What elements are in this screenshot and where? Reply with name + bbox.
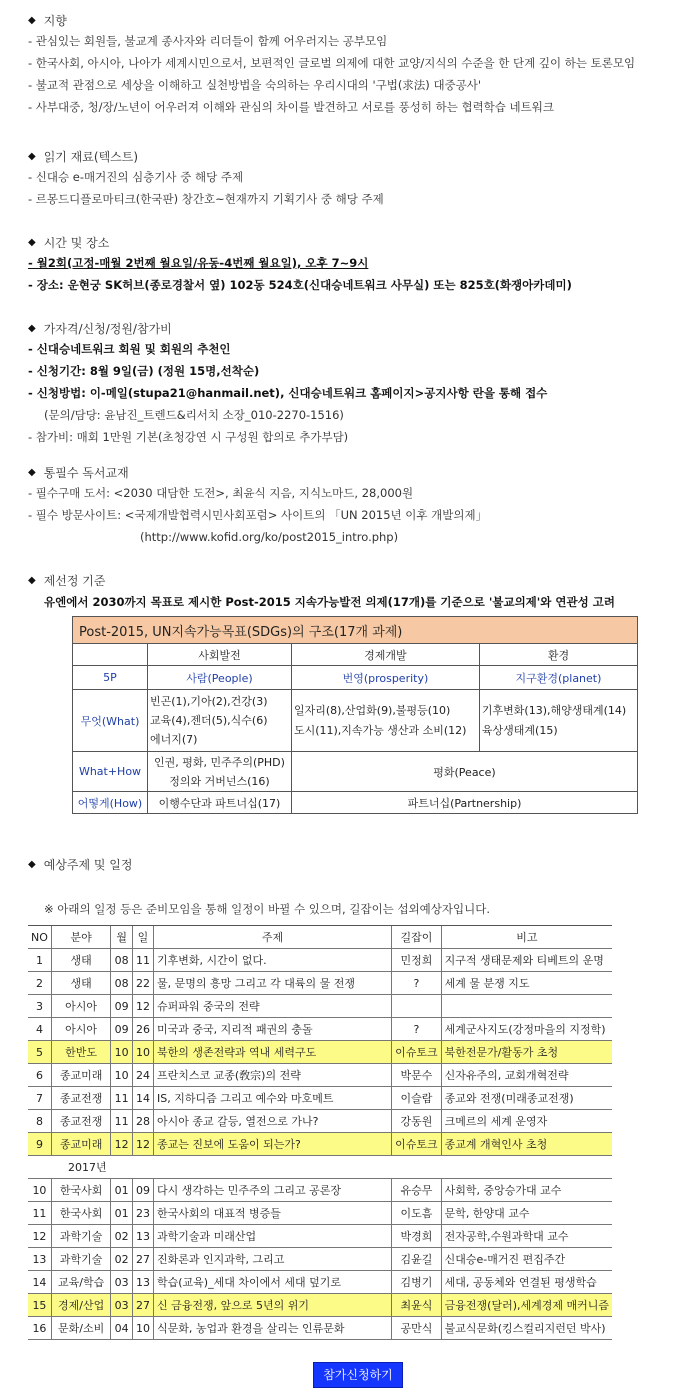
- table-cell: 28: [133, 1110, 154, 1133]
- table-cell: 공만식: [392, 1317, 442, 1340]
- table-cell: 한반도: [51, 1041, 110, 1064]
- list-item: - 한국사회, 아시아, 나아가 세계시민으로서, 보편적인 글로벌 의제에 대한 교양/지식의 수준을 한 단계 깊이 하는 토론모임: [28, 56, 636, 70]
- table-cell: 11: [28, 1202, 51, 1225]
- table-header-row: [28, 926, 612, 949]
- table-row: [28, 1179, 612, 1202]
- table-cell: 01: [111, 1202, 133, 1225]
- table-cell: 5: [28, 1041, 51, 1064]
- col-header: 경제개발: [291, 644, 479, 666]
- table-cell: 미국과 중국, 지리적 패권의 충돌: [154, 1018, 392, 1041]
- list-item: - 신대승 e-매거진의 심층기사 중 해당 주제: [28, 170, 244, 184]
- table-cell: 김윤길: [392, 1248, 442, 1271]
- table-row: [28, 949, 612, 972]
- section-title: 통필수 독서교재: [43, 465, 129, 480]
- list-item: - 불교적 관점으로 세상을 이해하고 실천방법을 숙의하는 우리시대의 '구법(求法) 대중공사': [28, 78, 482, 92]
- table-cell: 과학기술과 미래산업: [154, 1225, 392, 1248]
- table-cell: 학습(교육)_세대 차이에서 세대 덮기로: [154, 1271, 392, 1294]
- schedule-table: [28, 925, 612, 1340]
- table-cell: 26: [133, 1018, 154, 1041]
- table-cell: 11: [111, 1087, 133, 1110]
- section-reading: [28, 146, 668, 210]
- table-cell: 불교식문화(킹스컬리지런던 박사): [441, 1317, 612, 1340]
- table-cell: 12: [111, 1133, 133, 1156]
- table-cell: 13: [133, 1271, 154, 1294]
- site-url[interactable]: (http://www.kofid.org/ko/post2015_intro.php): [140, 530, 399, 544]
- table-cell: 종교는 진보에 도움이 되는가?: [154, 1133, 392, 1156]
- table-cell: 지구적 생태문제와 티베트의 운명: [441, 949, 612, 972]
- column-header: 주제: [154, 926, 392, 949]
- section-title: 제선정 기준: [43, 573, 106, 588]
- table-cell: 27: [133, 1294, 154, 1317]
- col-header: 사회발전: [148, 644, 292, 666]
- table-row: [28, 1064, 612, 1087]
- row-label: 어떻게(How): [73, 792, 148, 814]
- method-text: - 신청방법: 이-메일(stupa21@hanmail.net), 신대승네트워크 홈페이지>공지사항 란을 통해 접수: [28, 386, 548, 400]
- table-cell: 10: [28, 1179, 51, 1202]
- table-cell: 27: [133, 1248, 154, 1271]
- table-cell: 물, 문명의 흥망 그리고 각 대륙의 물 전쟁: [154, 972, 392, 995]
- diamond-icon: ◆: [28, 322, 36, 334]
- table-cell: 한국사회의 대표적 병증들: [154, 1202, 392, 1225]
- section-time-place: [28, 232, 668, 296]
- table-cell: 생태: [51, 949, 110, 972]
- table-row: [28, 972, 612, 995]
- table-cell: 14: [133, 1087, 154, 1110]
- table-cell: 프란치스코 교종(敎宗)의 전략: [154, 1064, 392, 1087]
- table-cell: 4: [28, 1018, 51, 1041]
- table-cell: 24: [133, 1064, 154, 1087]
- section-title: 시간 및 장소: [43, 235, 110, 250]
- apply-button[interactable]: 참가신청하기: [313, 1362, 403, 1388]
- diamond-icon: ◆: [28, 236, 36, 248]
- table-cell: 01: [111, 1179, 133, 1202]
- table-cell: 11: [133, 949, 154, 972]
- table-cell: 최윤식: [392, 1294, 442, 1317]
- table-cell: 신자유주의, 교회개혁전략: [441, 1064, 612, 1087]
- table-cell: 종교미래: [51, 1064, 110, 1087]
- table-row: [28, 1202, 612, 1225]
- table-cell: 1: [28, 949, 51, 972]
- sdg-table: [72, 616, 638, 814]
- diamond-icon: ◆: [28, 466, 36, 478]
- table-cell: 이슈토크: [392, 1041, 442, 1064]
- table-cell: 교육/학습: [51, 1271, 110, 1294]
- table-cell: 김병기: [392, 1271, 442, 1294]
- table-cell: 3: [28, 995, 51, 1018]
- table-cell: 종교전쟁: [51, 1087, 110, 1110]
- table-cell: 10: [111, 1064, 133, 1087]
- table-row: [28, 1133, 612, 1156]
- table-row: [28, 995, 612, 1018]
- period-text: - 신청기간: 8월 9일(금) (정원 15명,선착순): [28, 364, 260, 378]
- column-header: 길잡이: [392, 926, 442, 949]
- schedule-note: ※ 아래의 일정 등은 준비모임을 통해 일정이 바뀔 수 있으며, 길잡이는 섭외예상자입니다.: [44, 902, 490, 916]
- list-item: - 사부대중, 청/장/노년이 어우러져 이해와 관심의 차이를 발견하고 서로를 풍성히 하는 협력학습 네트워크: [28, 100, 554, 114]
- year-label: 2017년: [28, 1156, 612, 1179]
- table-cell: 아시아 종교 갈등, 열전으로 가나?: [154, 1110, 392, 1133]
- table-cell: 15: [28, 1294, 51, 1317]
- col-header: 환경: [479, 644, 637, 666]
- cell-line: 빈곤(1),기아(2),건강(3): [150, 695, 268, 708]
- table-cell: 한국사회: [51, 1179, 110, 1202]
- table-cell: 9: [28, 1133, 51, 1156]
- table-row: [28, 1018, 612, 1041]
- cell-line: 도시(11),지속가능 생산과 소비(12): [293, 723, 467, 737]
- table-cell: 세계군사지도(강정마을의 지정학): [441, 1018, 612, 1041]
- table-cell: 02: [111, 1248, 133, 1271]
- cell: 사람(People): [148, 666, 292, 690]
- table-cell: 한국사회: [51, 1202, 110, 1225]
- table-cell: 진화론과 인지과학, 그리고: [154, 1248, 392, 1271]
- section-title: 가자격/신청/정원/참가비: [43, 321, 172, 336]
- table-cell: 과학기술: [51, 1248, 110, 1271]
- criteria-text: 유엔에서 2030까지 목표로 제시한 Post-2015 지속가능발전 의제(17개)를 기준으로 '불교의제'와 연관성 고려: [44, 595, 615, 609]
- sdg-title: Post-2015, UN지속가능목표(SDGs)의 구조(17개 과제): [73, 617, 638, 644]
- place-text: - 장소: 운현궁 SK허브(종로경찰서 옆) 102동 524호(신대승네트워크 사무실) 또는 825호(화쟁아카데미): [28, 278, 572, 292]
- table-cell: 박문수: [392, 1064, 442, 1087]
- table-cell: 2: [28, 972, 51, 995]
- table-cell: 종교계 개혁인사 초청: [441, 1133, 612, 1156]
- table-cell: 12: [133, 1133, 154, 1156]
- table-cell: 09: [111, 1018, 133, 1041]
- column-header: 비고: [441, 926, 612, 949]
- table-cell: 13: [133, 1225, 154, 1248]
- table-cell: 04: [111, 1317, 133, 1340]
- cell-line: 인권, 평화, 민주주의(PHD): [153, 755, 285, 769]
- table-cell: 22: [133, 972, 154, 995]
- table-cell: 아시아: [51, 1018, 110, 1041]
- table-cell: 세계 물 분쟁 지도: [441, 972, 612, 995]
- table-cell: 8: [28, 1110, 51, 1133]
- diamond-icon: ◆: [28, 858, 36, 870]
- table-cell: ?: [392, 1018, 442, 1041]
- cell-line: 정의와 거버넌스(16): [169, 774, 270, 788]
- table-cell: 사회학, 중앙승가대 교수: [441, 1179, 612, 1202]
- section-orientation: [28, 10, 668, 118]
- cell: 평화(Peace): [291, 752, 637, 792]
- table-cell: 12: [28, 1225, 51, 1248]
- row-label: 5P: [73, 666, 148, 690]
- table-cell: 전자공학,수원과학대 교수: [441, 1225, 612, 1248]
- table-row: [28, 1087, 612, 1110]
- table-cell: 03: [111, 1271, 133, 1294]
- section-apply: [28, 318, 668, 448]
- cell: 파트너십(Partnership): [291, 792, 637, 814]
- table-cell: 기후변화, 시간이 없다.: [154, 949, 392, 972]
- table-row: [28, 1317, 612, 1340]
- time-text: - 월2회(고정-매월 2번째 월요일/유동-4번째 월요일), 오후 7~9시: [28, 256, 369, 270]
- table-cell: 종교전쟁: [51, 1110, 110, 1133]
- table-cell: 14: [28, 1271, 51, 1294]
- cell-line: 육상생태계(15): [481, 723, 558, 737]
- table-cell: 문화/소비: [51, 1317, 110, 1340]
- table-cell: [441, 995, 612, 1018]
- column-header: 월: [111, 926, 133, 949]
- table-cell: 이슬람: [392, 1087, 442, 1110]
- cell-line: 일자리(8),산업화(9),불평등(10): [293, 703, 451, 717]
- table-cell: 아시아: [51, 995, 110, 1018]
- table-cell: 11: [111, 1110, 133, 1133]
- table-cell: 강동원: [392, 1110, 442, 1133]
- diamond-icon: ◆: [28, 150, 36, 162]
- cell-line: 에너지(7): [150, 733, 198, 746]
- table-cell: 23: [133, 1202, 154, 1225]
- eligibility-text: - 신대승네트워크 회원 및 회원의 추천인: [28, 342, 231, 356]
- contact-text: (문의/담당: 윤남진_트렌드&리서치 소장_010-2270-1516): [44, 408, 344, 422]
- cell: 번영(prosperity): [291, 666, 479, 690]
- table-cell: 슈퍼파워 중국의 전략: [154, 995, 392, 1018]
- table-cell: ?: [392, 972, 442, 995]
- table-cell: 03: [111, 1294, 133, 1317]
- table-cell: 종교미래: [51, 1133, 110, 1156]
- row-label: What+How: [73, 752, 148, 792]
- table-cell: 크메르의 세계 운영자: [441, 1110, 612, 1133]
- table-row: [28, 1248, 612, 1271]
- column-header: 분야: [51, 926, 110, 949]
- cell: 지구환경(planet): [479, 666, 637, 690]
- fee-text: - 참가비: 매회 1만원 기본(초청강연 시 구성원 합의로 추가부담): [28, 430, 349, 444]
- section-title: 읽기 재료(텍스트): [43, 149, 139, 164]
- site-text: - 필수 방문사이트: <국제개발협력시민사회포럼> 사이트의 「UN 2015년 이후 개발의제」: [28, 508, 488, 522]
- table-cell: 이슈토크: [392, 1133, 442, 1156]
- table-row: [28, 1225, 612, 1248]
- table-row: [28, 1294, 612, 1317]
- column-header: 일: [133, 926, 154, 949]
- table-cell: [392, 995, 442, 1018]
- section-schedule: [28, 854, 668, 874]
- section-criteria: [28, 570, 668, 590]
- table-cell: 다시 생각하는 민주주의 그리고 공론장: [154, 1179, 392, 1202]
- table-cell: 신 금융전쟁, 앞으로 5년의 위기: [154, 1294, 392, 1317]
- column-header: NO: [28, 926, 51, 949]
- row-label: 무엇(What): [73, 690, 148, 752]
- table-cell: IS, 지하디즘 그리고 예수와 마호메트: [154, 1087, 392, 1110]
- table-cell: 10: [111, 1041, 133, 1064]
- table-cell: 16: [28, 1317, 51, 1340]
- table-row: [28, 1110, 612, 1133]
- table-cell: 과학기술: [51, 1225, 110, 1248]
- list-item: - 르몽드디플로마티크(한국판) 창간호~현재까지 기획기사 중 해당 주제: [28, 192, 384, 206]
- table-cell: 02: [111, 1225, 133, 1248]
- table-cell: 08: [111, 972, 133, 995]
- table-cell: 금융전쟁(달러),세계경제 매커니즘: [441, 1294, 612, 1317]
- year-row: [28, 1156, 612, 1179]
- table-cell: 민정희: [392, 949, 442, 972]
- table-cell: 북한전문가/활동가 초청: [441, 1041, 612, 1064]
- cell-line: 교육(4),젠더(5),식수(6): [150, 714, 268, 727]
- diamond-icon: ◆: [28, 574, 36, 586]
- table-row: [28, 1041, 612, 1064]
- table-row: [28, 1271, 612, 1294]
- table-cell: 09: [133, 1179, 154, 1202]
- book-text: - 필수구매 도서: <2030 대담한 도전>, 최윤식 지음, 지식노마드, 28,000원: [28, 486, 414, 500]
- table-cell: 문학, 한양대 교수: [441, 1202, 612, 1225]
- table-cell: 종교와 전쟁(미래종교전쟁): [441, 1087, 612, 1110]
- table-cell: 박경희: [392, 1225, 442, 1248]
- table-cell: 북한의 생존전략과 역내 세력구도: [154, 1041, 392, 1064]
- section-books: [28, 462, 668, 548]
- cell-line: 기후변화(13),해양생태계(14): [481, 703, 627, 717]
- table-cell: 12: [133, 995, 154, 1018]
- section-title: 지향: [43, 13, 67, 28]
- table-cell: 10: [133, 1041, 154, 1064]
- table-cell: 경제/산업: [51, 1294, 110, 1317]
- table-cell: 세대, 공동체와 연결된 평생학습: [441, 1271, 612, 1294]
- table-cell: 7: [28, 1087, 51, 1110]
- list-item: - 관심있는 회원들, 불교계 종사자와 리더들이 함께 어우러지는 공부모임: [28, 34, 388, 48]
- section-title: 예상주제 및 일정: [43, 857, 133, 872]
- table-cell: 08: [111, 949, 133, 972]
- table-cell: 6: [28, 1064, 51, 1087]
- table-cell: 생태: [51, 972, 110, 995]
- table-cell: 13: [28, 1248, 51, 1271]
- table-cell: 유승무: [392, 1179, 442, 1202]
- table-cell: 10: [133, 1317, 154, 1340]
- table-cell: 식문화, 농업과 환경을 살리는 인류문화: [154, 1317, 392, 1340]
- table-cell: 이도흠: [392, 1202, 442, 1225]
- diamond-icon: ◆: [28, 14, 36, 26]
- cell: 이행수단과 파트너십(17): [148, 792, 292, 814]
- table-cell: 신대승e-매거진 편집주간: [441, 1248, 612, 1271]
- table-cell: 09: [111, 995, 133, 1018]
